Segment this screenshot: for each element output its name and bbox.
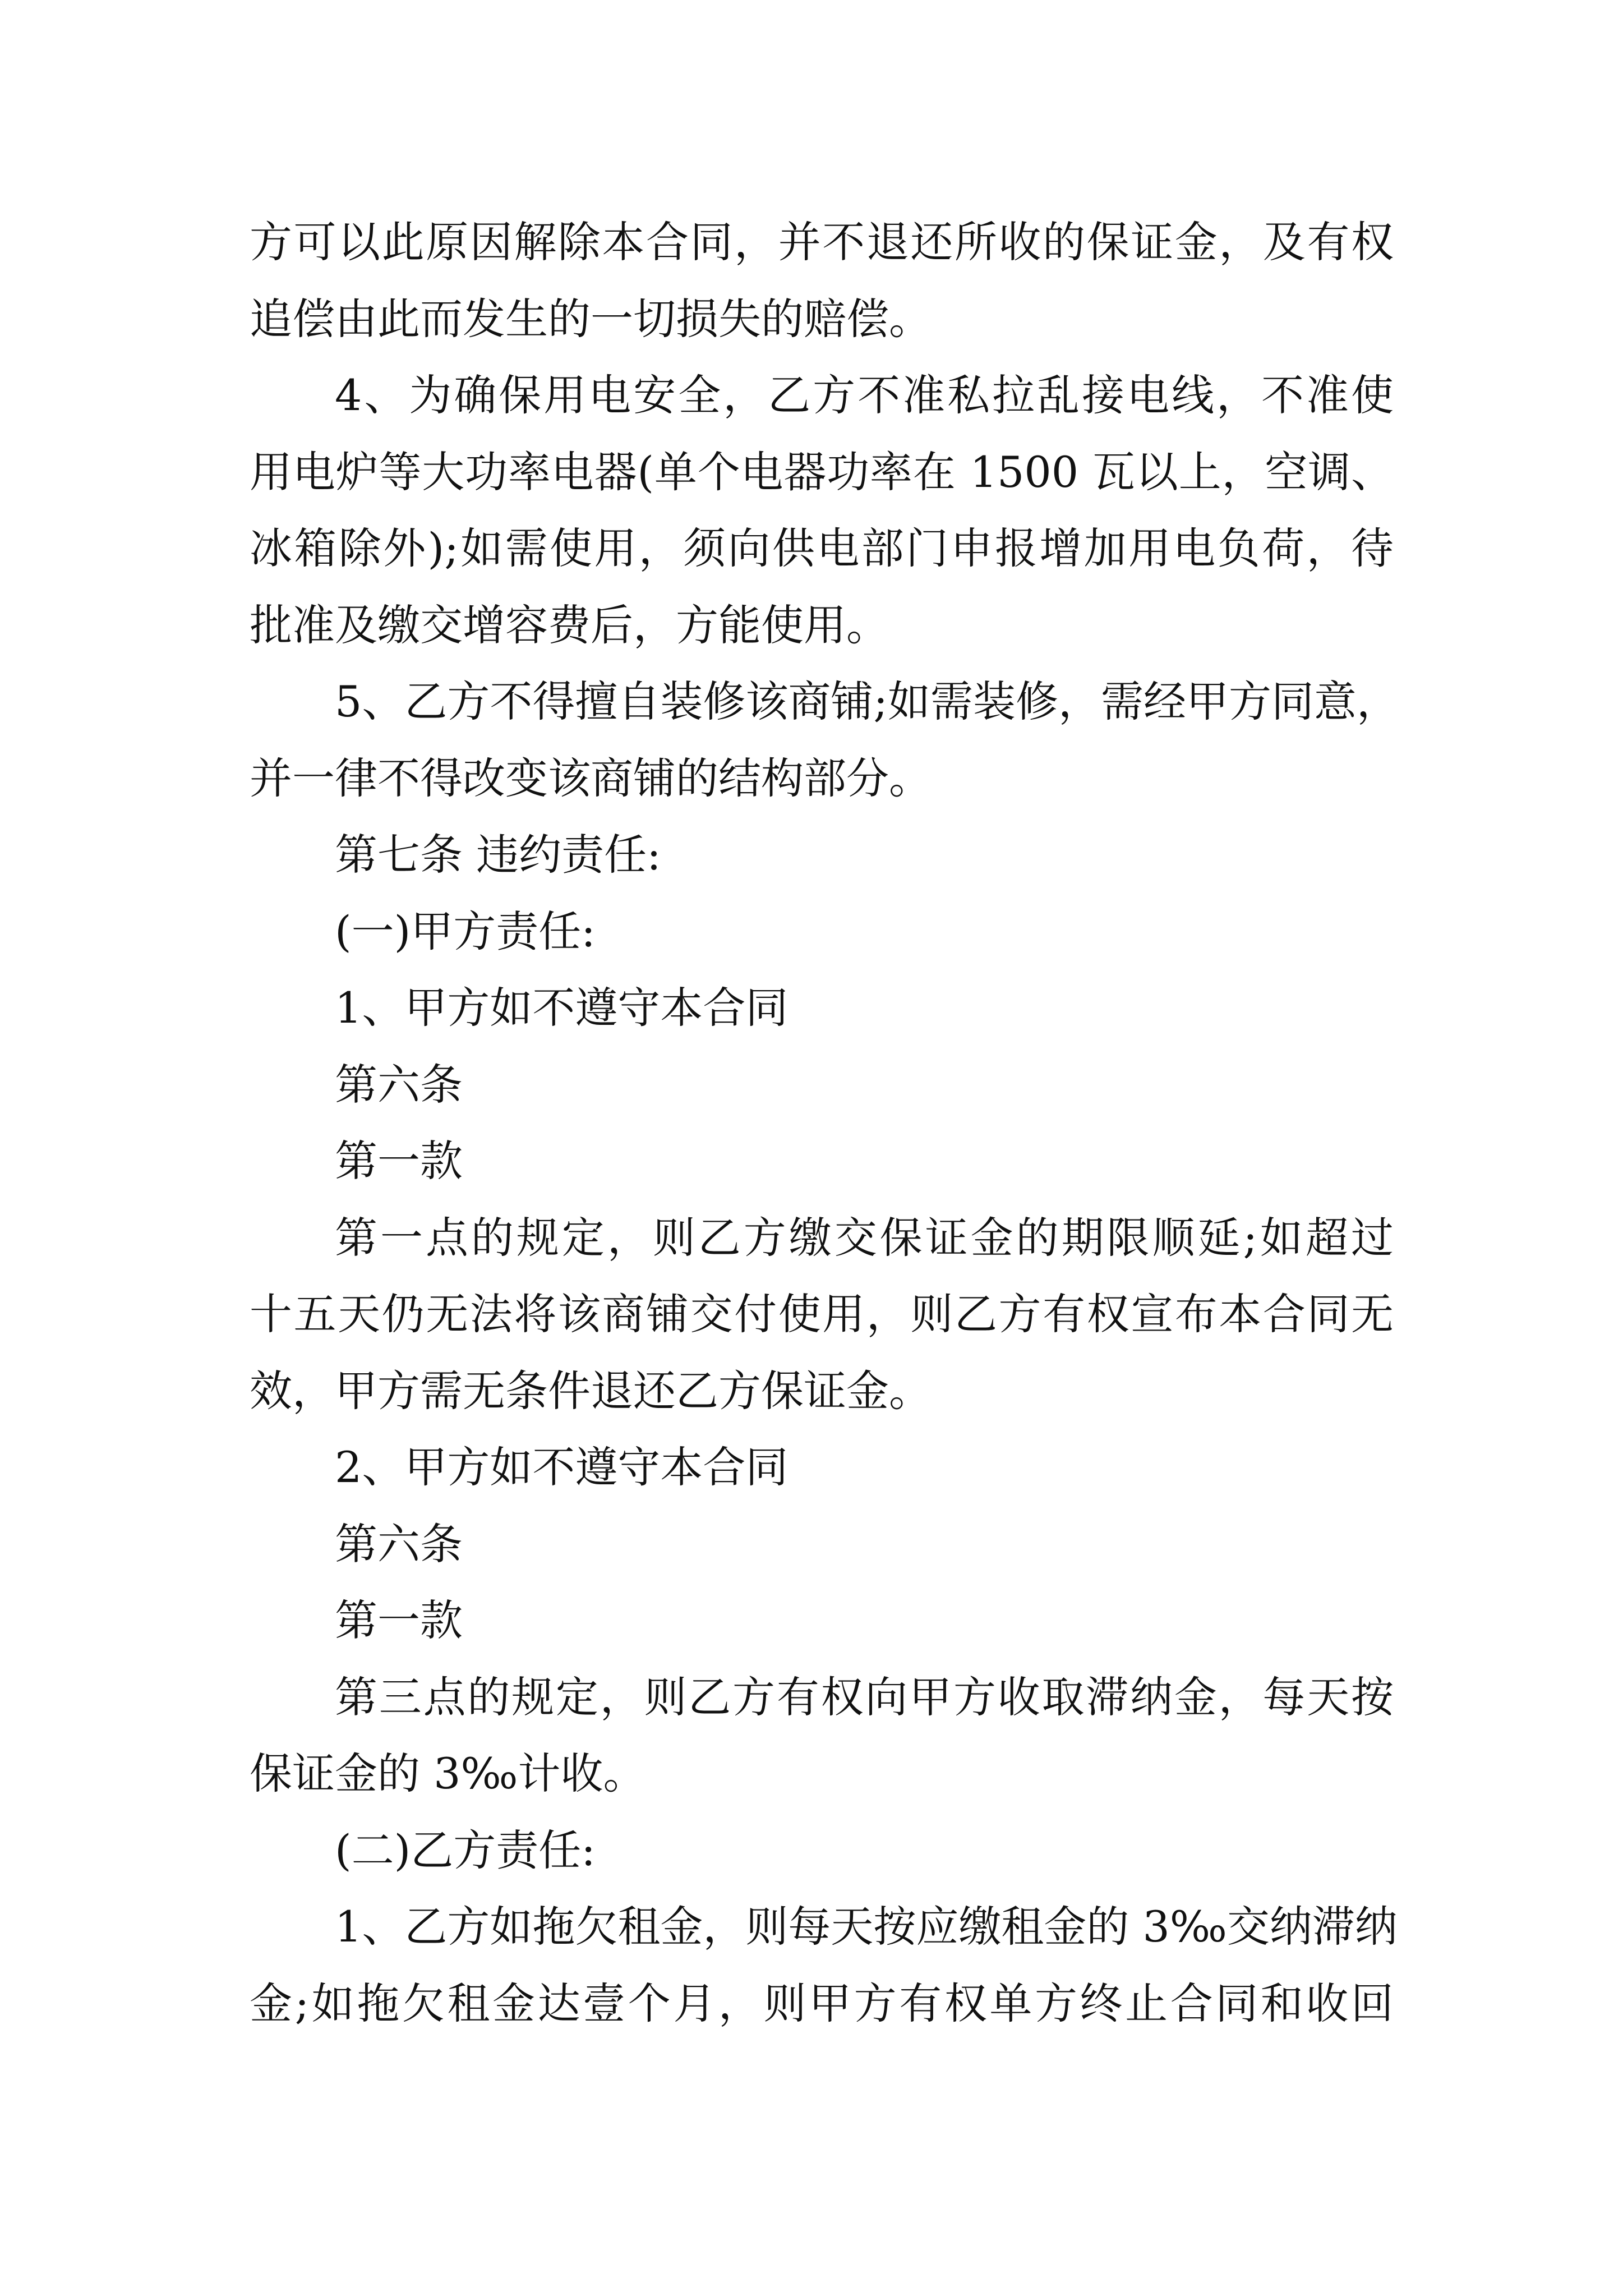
text-line: 冰箱除外);如需使用，须向供电部门申报增加用电负荷，待 [250, 523, 1394, 573]
text-line: 批准及缴交增容费后，方能使用。 [250, 600, 889, 650]
text-line: 并一律不得改变该商铺的结构部分。 [250, 753, 932, 803]
text-line: 2、甲方如不遵守本合同 [335, 1442, 789, 1492]
text-line: 保证金的 3‰计收。 [250, 1749, 646, 1798]
text-line: 第六条 [335, 1059, 463, 1110]
text-line: 第七条 违约责任: [335, 830, 661, 880]
text-line: 用电炉等大功率电器(单个电器功率在 1500 瓦以上，空调、 [250, 447, 1394, 497]
text-line: 第一款 [335, 1136, 463, 1186]
text-line: 第六条 [335, 1519, 463, 1569]
text-line: (一)甲方责任: [335, 906, 596, 956]
text-line: 5、乙方不得擅自装修该商铺;如需装修，需经甲方同意， [335, 677, 1399, 726]
text-line: 第一款 [335, 1595, 463, 1645]
text-line: 第三点的规定，则乙方有权向甲方收取滞纳金，每天按 [335, 1672, 1394, 1722]
text-line: 十五天仍无法将该商铺交付使用，则乙方有权宣布本合同无 [250, 1289, 1394, 1339]
text-line: 1、乙方如拖欠租金，则每天按应缴租金的 3‰交纳滞纳 [335, 1902, 1398, 1952]
text-line: 4、为确保用电安全，乙方不准私拉乱接电线，不准使 [335, 370, 1394, 420]
text-line: 1、甲方如不遵守本合同 [335, 983, 789, 1033]
contract-text-body [250, 204, 1399, 2042]
text-line: 效，甲方需无条件退还乙方保证金。 [250, 1365, 932, 1416]
text-line: (二)乙方责任: [335, 1825, 596, 1875]
text-line: 追偿由此而发生的一切损失的赔偿。 [250, 293, 932, 344]
text-line: 方可以此原因解除本合同，并不退还所收的保证金，及有权 [250, 217, 1394, 267]
text-line: 金;如拖欠租金达壹个月，则甲方有权单方终止合同和收回 [250, 1978, 1394, 2028]
text-line: 第一点的规定，则乙方缴交保证金的期限顺延;如超过 [335, 1212, 1394, 1263]
